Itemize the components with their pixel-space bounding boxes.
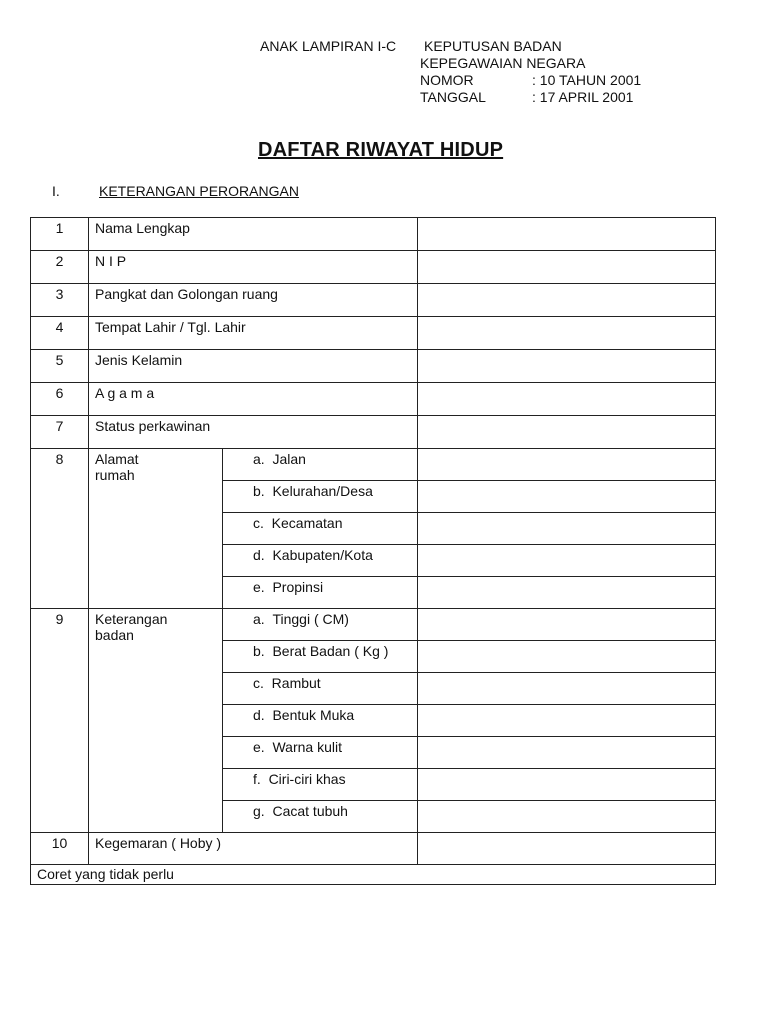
- value-cell-agama[interactable]: [418, 383, 716, 416]
- table-row: [31, 609, 716, 641]
- header-nomor-value: : 10 TAHUN 2001: [532, 72, 642, 88]
- row-label: Status perkawinan: [89, 416, 418, 449]
- table-row: [31, 218, 716, 251]
- header-nomor-label: NOMOR: [420, 72, 474, 88]
- sub-label: [223, 449, 418, 481]
- sub-letter: e.: [253, 579, 265, 595]
- row-label-alamat: [89, 449, 223, 609]
- table-row: [31, 833, 716, 865]
- sub-label: [223, 577, 418, 609]
- header-tanggal-value: : 17 APRIL 2001: [532, 89, 634, 105]
- sub-letter: g.: [253, 803, 265, 819]
- sub-label: [223, 673, 418, 705]
- sub-text: Ciri-ciri khas: [268, 771, 346, 787]
- badan-label-line2: badan: [95, 627, 134, 643]
- personal-info-table: [30, 217, 716, 885]
- sub-text: Propinsi: [272, 579, 324, 595]
- value-cell-kelurahan[interactable]: [418, 481, 716, 513]
- sub-letter: f.: [253, 771, 261, 787]
- table-row: [31, 284, 716, 317]
- badan-label-line1: Keterangan: [95, 611, 168, 627]
- value-cell-jalan[interactable]: [418, 449, 716, 481]
- sub-text: Tinggi ( CM): [272, 611, 349, 627]
- sub-text: Bentuk Muka: [272, 707, 355, 723]
- row-label: N I P: [89, 251, 418, 284]
- row-number: 3: [31, 284, 89, 317]
- value-cell-nip[interactable]: [418, 251, 716, 284]
- row-label: A g a m a: [89, 383, 418, 416]
- sub-letter: b.: [253, 483, 265, 499]
- value-cell-warna-kulit[interactable]: [418, 737, 716, 769]
- row-number: 9: [31, 609, 89, 833]
- sub-text: Cacat tubuh: [272, 803, 348, 819]
- value-cell-bentuk-muka[interactable]: [418, 705, 716, 737]
- row-number: 2: [31, 251, 89, 284]
- sub-letter: a.: [253, 611, 265, 627]
- table-row: [31, 350, 716, 383]
- row-label: Jenis Kelamin: [89, 350, 418, 383]
- header-attachment-label: ANAK LAMPIRAN I-C: [260, 38, 397, 54]
- row-number: 4: [31, 317, 89, 350]
- sub-text: Kabupaten/Kota: [272, 547, 373, 563]
- header-agency-label: KEPEGAWAIAN NEGARA: [420, 55, 586, 71]
- value-cell-nama[interactable]: [418, 218, 716, 251]
- table-row: [31, 317, 716, 350]
- sub-text: Berat Badan ( Kg ): [272, 643, 389, 659]
- alamat-label-line2: rumah: [95, 467, 135, 483]
- sub-label: [223, 609, 418, 641]
- sub-label: [223, 737, 418, 769]
- table-row: [31, 416, 716, 449]
- sub-label: [223, 513, 418, 545]
- sub-label: [223, 769, 418, 801]
- value-cell-cacat-tubuh[interactable]: [418, 801, 716, 833]
- header-decree-label: KEPUTUSAN BADAN: [424, 38, 562, 54]
- document-title: DAFTAR RIWAYAT HIDUP: [258, 139, 504, 161]
- sub-letter: c.: [253, 515, 264, 531]
- row-number: 7: [31, 416, 89, 449]
- sub-letter: c.: [253, 675, 264, 691]
- value-cell-status-perkawinan[interactable]: [418, 416, 716, 449]
- sub-label: [223, 545, 418, 577]
- value-cell-kecamatan[interactable]: [418, 513, 716, 545]
- value-cell-jenis-kelamin[interactable]: [418, 350, 716, 383]
- table-row: [31, 383, 716, 416]
- row-label: Pangkat dan Golongan ruang: [89, 284, 418, 317]
- row-label: Kegemaran ( Hoby ): [89, 833, 418, 865]
- value-cell-berat[interactable]: [418, 641, 716, 673]
- row-label: Tempat Lahir / Tgl. Lahir: [89, 317, 418, 350]
- sub-letter: d.: [253, 547, 265, 563]
- table-row: [31, 251, 716, 284]
- sub-letter: d.: [253, 707, 265, 723]
- table-row: [31, 865, 716, 885]
- sub-label: [223, 801, 418, 833]
- row-number: 10: [31, 833, 89, 865]
- row-number: 5: [31, 350, 89, 383]
- row-label: Nama Lengkap: [89, 218, 418, 251]
- value-cell-kabupaten[interactable]: [418, 545, 716, 577]
- row-number: 8: [31, 449, 89, 609]
- row-number: 1: [31, 218, 89, 251]
- header-tanggal-label: TANGGAL: [420, 89, 486, 105]
- row-number: 6: [31, 383, 89, 416]
- row-label-badan: [89, 609, 223, 833]
- value-cell-tinggi[interactable]: [418, 609, 716, 641]
- sub-text: Warna kulit: [272, 739, 342, 755]
- sub-letter: b.: [253, 643, 265, 659]
- sub-letter: a.: [253, 451, 265, 467]
- alamat-label-line1: Alamat: [95, 451, 139, 467]
- value-cell-ciri-khas[interactable]: [418, 769, 716, 801]
- sub-label: [223, 641, 418, 673]
- section-number: I.: [52, 183, 60, 199]
- sub-label: [223, 481, 418, 513]
- sub-label: [223, 705, 418, 737]
- sub-text: Kecamatan: [271, 515, 343, 531]
- value-cell-propinsi[interactable]: [418, 577, 716, 609]
- sub-text: Kelurahan/Desa: [272, 483, 373, 499]
- sub-letter: e.: [253, 739, 265, 755]
- sub-text: Jalan: [272, 451, 306, 467]
- sub-text: Rambut: [271, 675, 321, 691]
- section-title: KETERANGAN PERORANGAN: [99, 183, 299, 199]
- value-cell-rambut[interactable]: [418, 673, 716, 705]
- value-cell-kegemaran[interactable]: [418, 833, 716, 865]
- footnote: Coret yang tidak perlu: [31, 865, 716, 885]
- value-cell-pangkat[interactable]: [418, 284, 716, 317]
- table-row: [31, 449, 716, 481]
- value-cell-tempat-lahir[interactable]: [418, 317, 716, 350]
